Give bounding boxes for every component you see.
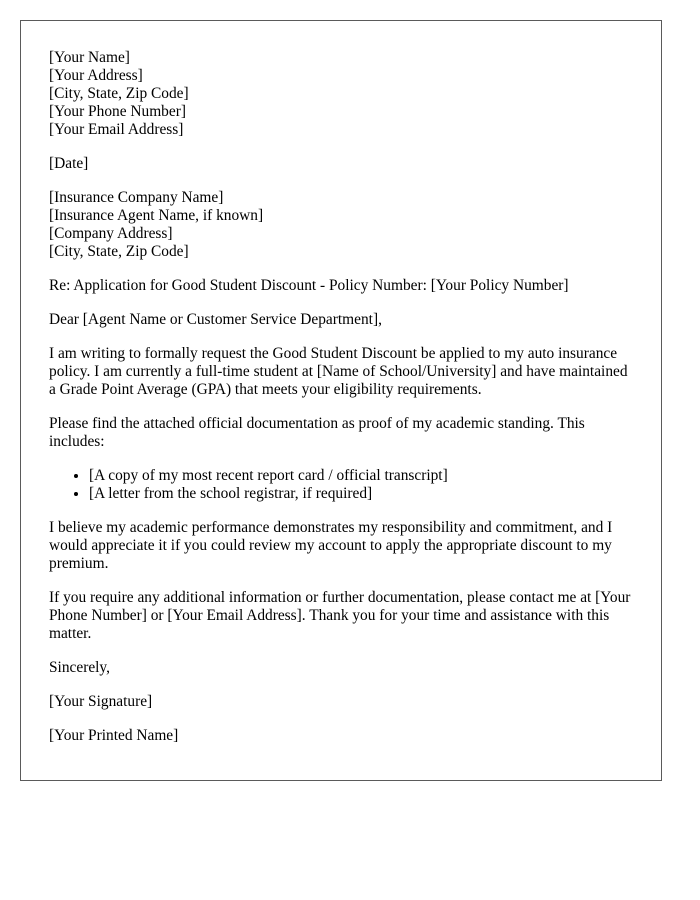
recipient-address: [Company Address] [49,225,173,242]
sender-phone: [Your Phone Number] [49,103,186,120]
list-item: • [A letter from the school registrar, if required] [89,485,633,503]
recipient-agent: [Insurance Agent Name, if known] [49,207,264,224]
sender-name: [Your Name] [49,49,130,66]
body-paragraph-documentation: Please find the attached official documentation as proof of my academic standing. This includes: [49,415,585,450]
recipient-block [49,189,633,261]
letter-page [20,20,662,781]
signature-placeholder: [Your Signature] [49,693,153,710]
list-item: • [A copy of my most recent report card / official transcript] [89,467,633,485]
letter-date: [Date] [49,155,89,172]
signoff: Sincerely, [49,659,110,676]
printed-name: [Your Printed Name] [49,727,179,744]
recipient-company: [Insurance Company Name] [49,189,224,206]
sender-address: [Your Address] [49,67,143,84]
date-block [49,155,633,173]
attachment-list [49,467,633,503]
sender-email: [Your Email Address] [49,121,184,138]
salutation: Dear [Agent Name or Customer Service Department], [49,311,382,328]
subject-line: Re: Application for Good Student Discount - Policy Number: [Your Policy Number] [49,277,569,294]
body-paragraph-performance: I believe my academic performance demonstrates my responsibility and commitment, and I would appreciate it if you could review my account to apply the appropriate discount to my premium. [49,519,613,572]
body-paragraph-contact: If you require any additional information or further documentation, please contact me at [Your Phone Number] or [Your Email Address]. Thank you for your time and assistance with this matter. [49,589,631,642]
sender-city-state-zip: [City, State, Zip Code] [49,85,189,102]
recipient-city-state-zip: [City, State, Zip Code] [49,243,189,260]
sender-block [49,49,633,139]
body-paragraph-request: I am writing to formally request the Good Student Discount be applied to my auto insurance policy. I am currently a full-time student at [Name of School/University] and have maintained a Grade Point Average (GPA) that meets your eligibility requirements. [49,345,628,398]
